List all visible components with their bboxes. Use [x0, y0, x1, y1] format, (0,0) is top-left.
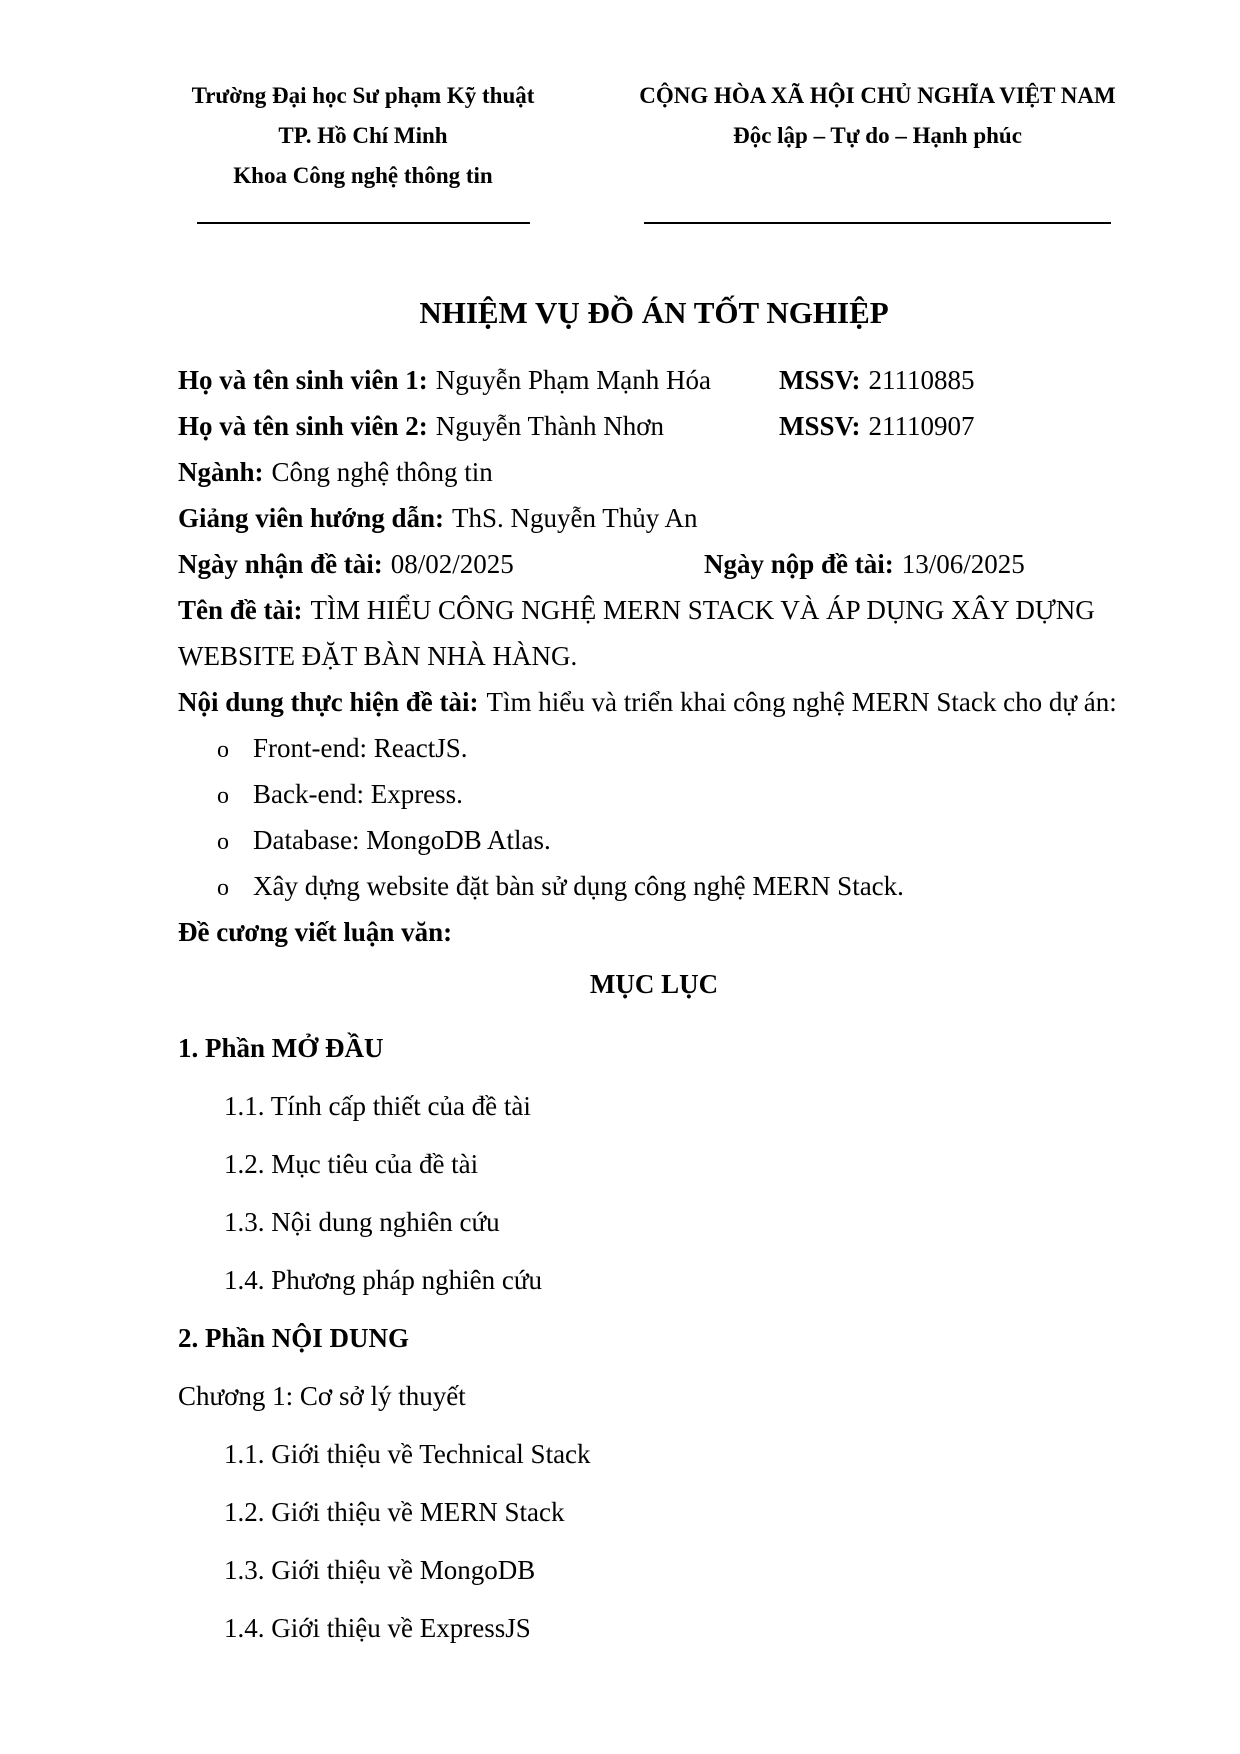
right-divider-line	[644, 222, 1111, 224]
university-name: Trường Đại học Sư phạm Kỹ thuật	[191, 83, 535, 108]
bullet-marker: o	[217, 737, 229, 763]
major-value: Công nghệ thông tin	[271, 457, 493, 487]
content-intro: Tìm hiểu và triển khai công nghệ MERN Stack cho dự án:	[486, 687, 1117, 717]
advisor-label: Giảng viên hướng dẫn:	[178, 503, 444, 533]
toc-outline	[178, 955, 1130, 1657]
toc-item-1-4: 1.4. Phương pháp nghiên cứu	[224, 1265, 543, 1295]
assignment-info	[178, 357, 1130, 955]
student2-id-value: 21110907	[868, 411, 975, 441]
university-block	[178, 76, 548, 196]
major-row	[178, 449, 1130, 495]
date-received-label: Ngày nhận đề tài:	[178, 549, 383, 579]
bullet-text: Database: MongoDB Atlas.	[253, 825, 551, 855]
bullet-marker: o	[217, 783, 229, 809]
bullet-item-database	[178, 817, 1130, 863]
toc-item-1-2: 1.2. Mục tiêu của đề tài	[224, 1149, 479, 1179]
toc-chapter-1-title: Chương 1: Cơ sở lý thuyết	[178, 1381, 466, 1411]
topic-row	[178, 587, 1130, 633]
outline-label: Đề cương viết luận văn:	[178, 917, 453, 947]
student2-id-label: MSSV:	[779, 411, 861, 441]
left-divider-line	[197, 222, 530, 224]
toc-section-2-title: 2. Phần NỘI DUNG	[178, 1323, 410, 1353]
advisor-value: ThS. Nguyễn Thủy An	[451, 503, 698, 533]
outline-row	[178, 909, 1130, 955]
bullet-text: Xây dựng website đặt bàn sử dụng công nghệ MERN Stack.	[253, 871, 904, 901]
student1-id-label: MSSV:	[779, 365, 861, 395]
student1-id-group	[779, 357, 975, 403]
student1-id-value: 21110885	[868, 365, 975, 395]
national-header-block	[625, 76, 1130, 156]
bullet-item-frontend	[178, 725, 1130, 771]
page-title: NHIỆM VỤ ĐỒ ÁN TỐT NGHIỆP	[419, 295, 889, 330]
document-header	[178, 76, 1130, 196]
toc-heading: MỤC LỤC	[589, 969, 719, 999]
university-city: TP. Hồ Chí Minh	[278, 123, 448, 148]
topic-line2: WEBSITE ĐẶT BÀN NHÀ HÀNG.	[178, 641, 578, 671]
bullet-item-backend	[178, 771, 1130, 817]
bullet-text: Back-end: Express.	[253, 779, 463, 809]
bullet-marker: o	[217, 829, 229, 855]
student1-name: Nguyễn Phạm Mạnh Hóa	[435, 365, 711, 395]
date-received-value: 08/02/2025	[390, 549, 514, 579]
faculty-name: Khoa Công nghệ thông tin	[233, 163, 493, 188]
student2-row	[178, 403, 1130, 449]
date-due-value: 13/06/2025	[901, 549, 1025, 579]
bullet-item-website	[178, 863, 1130, 909]
national-motto: Độc lập – Tự do – Hạnh phúc	[733, 123, 1022, 148]
advisor-row	[178, 495, 1130, 541]
date-due-group	[704, 541, 1025, 587]
dates-row	[178, 541, 1130, 587]
content-label: Nội dung thực hiện đề tài:	[178, 687, 479, 717]
student1-row	[178, 357, 1130, 403]
toc-item-1-3: 1.3. Nội dung nghiên cứu	[224, 1207, 500, 1237]
topic-row-continued	[178, 633, 1130, 679]
student1-label: Họ và tên sinh viên 1:	[178, 365, 428, 395]
student2-id-group	[779, 403, 975, 449]
toc-chapter-item-1-1: 1.1. Giới thiệu về Technical Stack	[224, 1439, 591, 1469]
student2-name: Nguyễn Thành Nhơn	[435, 411, 665, 441]
date-due-label: Ngày nộp đề tài:	[704, 549, 894, 579]
toc-section-1-title: 1. Phần MỞ ĐẦU	[178, 1033, 384, 1063]
bullet-marker: o	[217, 875, 229, 901]
topic-line1: TÌM HIỂU CÔNG NGHỆ MERN STACK VÀ ÁP DỤNG XÂY DỰNG	[310, 595, 1095, 625]
major-label: Ngành:	[178, 457, 264, 487]
toc-item-1-1: 1.1. Tính cấp thiết của đề tài	[224, 1091, 531, 1121]
bullet-text: Front-end: ReactJS.	[253, 733, 468, 763]
national-title: CỘNG HÒA XÃ HỘI CHỦ NGHĨA VIỆT NAM	[639, 83, 1116, 108]
toc-chapter-item-1-3: 1.3. Giới thiệu về MongoDB	[224, 1555, 536, 1585]
student2-label: Họ và tên sinh viên 2:	[178, 411, 428, 441]
content-row	[178, 679, 1130, 725]
header-divider-row	[178, 222, 1130, 224]
toc-chapter-item-1-4: 1.4. Giới thiệu về ExpressJS	[224, 1613, 531, 1643]
topic-label: Tên đề tài:	[178, 595, 303, 625]
toc-chapter-item-1-2: 1.2. Giới thiệu về MERN Stack	[224, 1497, 565, 1527]
